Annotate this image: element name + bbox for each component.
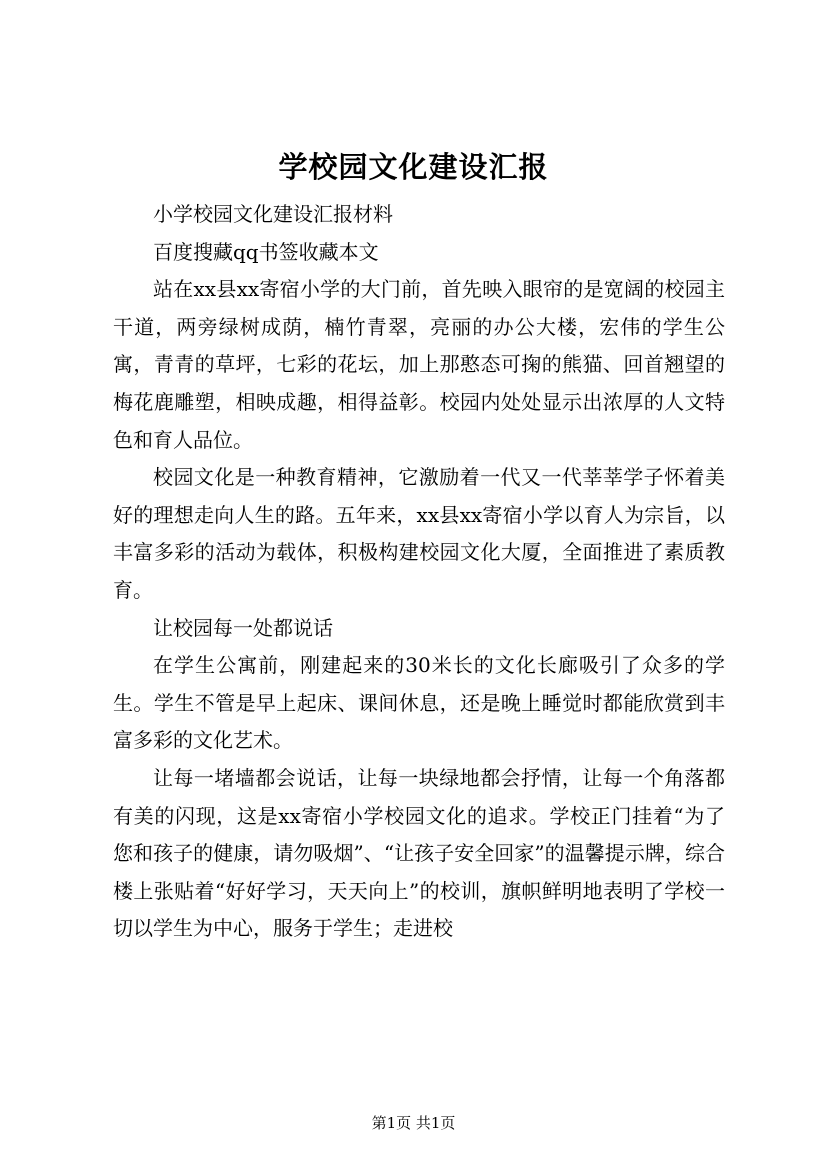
paragraph-campus-culture: 校园文化是一种教育精神，它激励着一代又一代莘莘学子怀着美好的理想走向人生的路。五年来，xx县xx寄宿小学以育人为宗旨，以丰富多彩的活动为载体，积极构建校园文化大厦，全面推进了素质教育。 [113,465,725,602]
paragraph-section-heading: 让校园每一处都说话 [153,615,333,640]
paragraph-campus-entrance: 站在xx县xx寄宿小学的大门前，首先映入眼帘的是宽阔的校园主干道，两旁绿树成荫，楠竹青翠，亮丽的办公大楼，宏伟的学生公寓，青青的草坪，七彩的花坛，加上那憨态可掬的熊猫、回首翘望的梅花鹿雕塑，相映成趣，相得益彰。校园内处处显示出浓厚的人文特色和育人品位。 [113,277,725,452]
page-footer: 第1页 共1页 [371,1114,456,1132]
paragraph-walls-speak: 让每一堵墙都会说话，让每一块绿地都会抒情，让每一个角落都有美的闪现，这是xx寄宿小学校园文化的追求。学校正门挂着“为了您和孩子的健康，请勿吸烟”、“让孩子安全回家”的温馨提示牌，综合楼上张贴着“好好学习，天天向上”的校训，旗帜鲜明地表明了学校一切以学生为中心，服务于学生；走进校 [113,765,725,941]
paragraph-subtitle: 小学校园文化建设汇报材料 [153,202,393,226]
paragraph-bookmark-note: 百度搜藏qq书签收藏本文 [153,239,379,264]
document-body [113,196,725,948]
paragraph-culture-corridor: 在学生公寓前，刚建起来的30米长的文化长廊吸引了众多的学生。学生不管是早上起床、课间休息，还是晚上睡觉时都能欣赏到丰富多彩的文化艺术。 [113,653,725,753]
document-title: 学校园文化建设汇报 [278,150,549,184]
